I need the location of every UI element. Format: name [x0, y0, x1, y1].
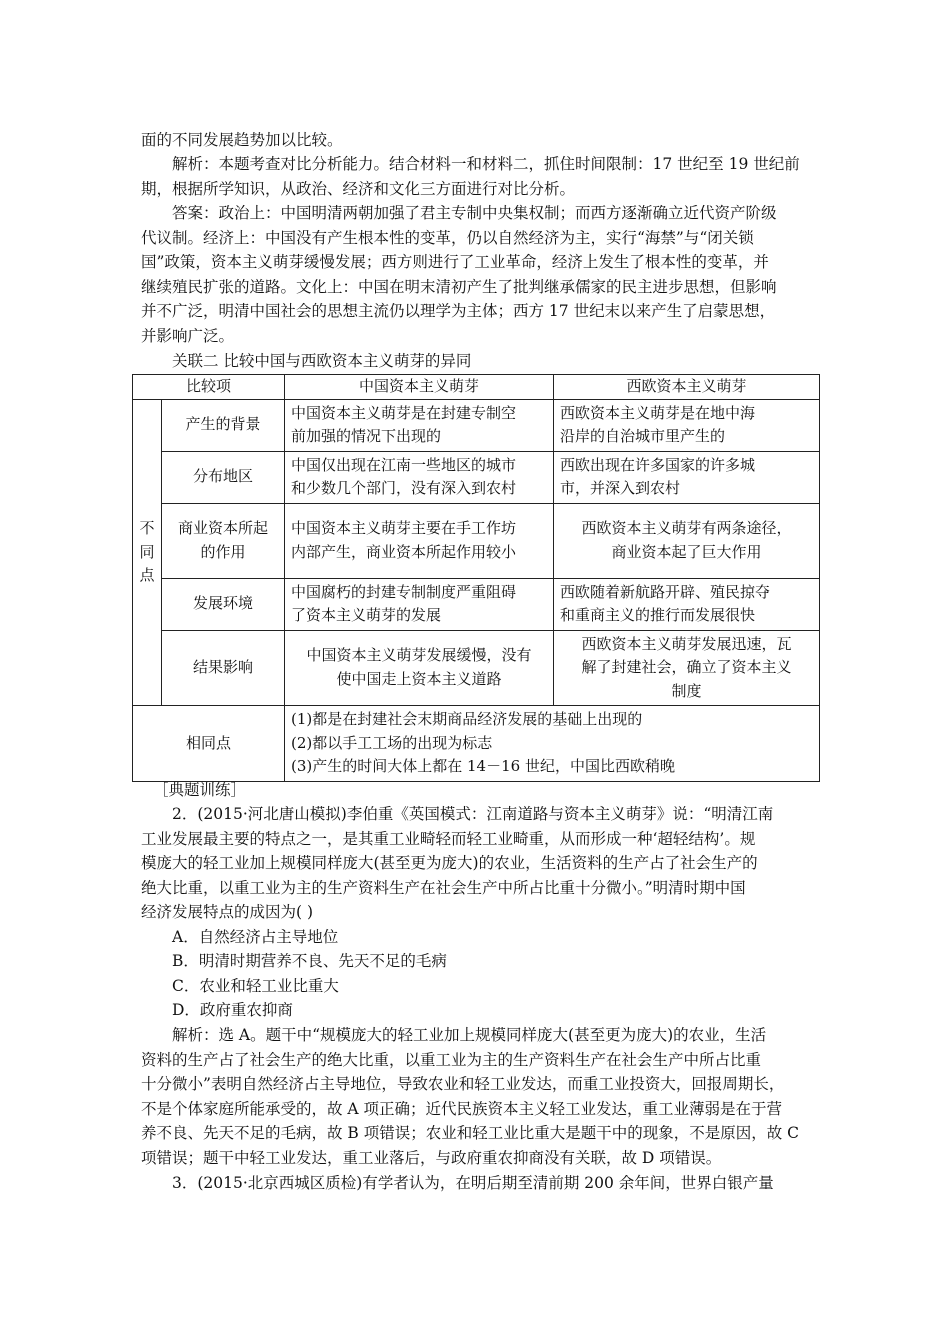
cell-line: 解了封建社会，确立了资本主义 [581, 658, 792, 676]
option-a: A．自然经济占主导地位 [172, 927, 339, 946]
cell-line: 前加强的情况下出现的 [291, 427, 442, 445]
row-item [162, 503, 285, 578]
training-heading [141, 778, 820, 803]
diff-label-char: 点 [139, 566, 155, 584]
text-line: 3．(2015·北京西城区质检)有学者认为，在明后期至清前期 200 余年间，世界白银产量 [172, 1174, 774, 1192]
row-item [162, 630, 285, 706]
cell-line: 中国资本主义萌芽发展缓慢，没有 [306, 646, 532, 665]
text-line: 十分微小”表明自然经济占主导地位，导致农业和轻工业发达，而重工业投资大，回报周期长， [141, 1075, 785, 1093]
cell-line: 了资本主义萌芽的发展 [291, 606, 442, 624]
cell-line: 中国仅出现在江南一些地区的城市 [291, 455, 517, 474]
cell-line: 商业资本起了巨大作用 [611, 542, 762, 561]
text-line: 不是个体家庭所能承受的，故 A 项正确；近代民族资本主义轻工业发达，重工业薄弱是在于营 [141, 1099, 783, 1118]
text-line: 养不良、先天不足的毛病，故 B 项错误；农业和轻工业比重大是题干中的现象，不是原因，故 C [141, 1124, 800, 1142]
cell-line: 中国资本主义萌芽是在封建专制空 [291, 403, 517, 422]
table-row [133, 578, 820, 630]
section-heading [141, 349, 820, 374]
question-3 [141, 1171, 820, 1196]
cell-line: 中国腐朽的封建专制制度严重阻碍 [291, 582, 517, 601]
section-title: 关联二 比较中国与西欧资本主义萌芽的异同 [172, 352, 472, 370]
header-item: 比较项 [133, 375, 285, 400]
cell-line: 和少数几个部门，没有深入到农村 [291, 479, 517, 497]
europe-cell [554, 399, 820, 451]
cell-line: 西欧资本主义萌芽是在地中海 [560, 403, 756, 422]
cell-line: 西欧资本主义萌芽发展迅速，瓦 [581, 634, 792, 653]
header-china: 中国资本主义萌芽 [285, 375, 554, 400]
europe-cell [554, 503, 820, 578]
cell-line: 发展环境 [192, 594, 253, 613]
table-row [133, 630, 820, 706]
cell-line: (3)产生的时间大体上都在 14－16 世纪，中国比西欧稍晚 [291, 757, 675, 775]
analysis-2 [141, 1023, 820, 1170]
text-line: 经济发展特点的成因为( ) [141, 903, 314, 921]
table-row [133, 706, 820, 782]
text-line: 2．(2015·河北唐山模拟)李伯重《英国模式：江南道路与资本主义萌芽》说：“明清江南 [172, 805, 774, 823]
table-header-row [133, 375, 820, 400]
row-item [162, 451, 285, 503]
row-item [162, 399, 285, 451]
text-line: 代议制。经济上：中国没有产生根本性的变革，仍以自然经济为主，实行“海禁”与“闭关锁 [141, 228, 754, 247]
training-title: ［典题训练］ [153, 781, 247, 799]
table-row [133, 503, 820, 578]
text-line: 资料的生产占了社会生产的绝大比重，以重工业为主的生产资料生产在社会生产中所占比重 [141, 1050, 762, 1069]
china-cell [285, 503, 554, 578]
text-line: 并不广泛，明清中国社会的思想主流仍以理学为主体；西方 17 世纪末以来产生了启蒙思想， [141, 302, 776, 320]
cell-line: 中国资本主义萌芽主要在手工作坊 [291, 519, 517, 537]
cell-line: 西欧资本主义萌芽有两条途径， [581, 519, 792, 537]
cell-line: 西欧出现在许多国家的许多城 [560, 455, 756, 474]
cell-line: (1)都是在封建社会末期商品经济发展的基础上出现的 [291, 710, 643, 728]
option-c: C．农业和轻工业比重大 [172, 976, 339, 995]
cell-line: 使中国走上资本主义道路 [336, 669, 502, 688]
cell-line: 西欧随着新航路开辟、殖民掠夺 [560, 582, 771, 601]
text-line: 面的不同发展趋势加以比较。 [141, 131, 343, 149]
cell-line: 沿岸的自治城市里产生的 [560, 427, 726, 445]
diff-label-char: 同 [139, 542, 155, 561]
table-row [133, 451, 820, 503]
cell-line: 结果影响 [192, 658, 253, 676]
china-cell [285, 578, 554, 630]
question-2 [141, 802, 820, 1023]
europe-cell [554, 451, 820, 503]
text-line: 解析：本题考查对比分析能力。结合材料一和材料二，抓住时间限制：17 世纪至 19 世纪前 [172, 155, 800, 173]
text-line: 工业发展最主要的特点之一，是其重工业畸轻而轻工业畸重，从而形成一种‘超轻结构’。规 [141, 829, 756, 848]
analysis-paragraph [141, 152, 820, 201]
text-line: 项错误；题干中轻工业发达，重工业落后，与政府重农抑商没有关联，故 D 项错误。 [141, 1148, 722, 1167]
same-label: 相同点 [133, 706, 285, 782]
cell-line: 内部产生，商业资本所起作用较小 [291, 542, 517, 561]
text-line: 解析：选 A。题干中“规模庞大的轻工业加上规模同样庞大(甚至更为庞大)的农业，生活 [172, 1026, 767, 1044]
cell-line: 市，并深入到农村 [560, 479, 681, 497]
cell-line: 和重商主义的推行而发展很快 [560, 606, 756, 624]
option-b: B．明清时期营养不良、先天不足的毛病 [172, 952, 447, 970]
text-line: 模庞大的轻工业加上规模同样庞大(甚至更为庞大)的农业，生活资料的生产占了社会生产的 [141, 854, 758, 872]
cell-line: 的作用 [200, 542, 246, 561]
cell-line: 制度 [671, 681, 702, 700]
row-item [162, 578, 285, 630]
table-row [133, 399, 820, 451]
text-line: 并影响广泛。 [141, 326, 235, 345]
text-line: 期，根据所学知识，从政治、经济和文化三方面进行对比分析。 [141, 179, 576, 198]
text-line: 继续殖民扩张的道路。文化上：中国在明末清初产生了批判继承儒家的民主进步思想，但影响 [141, 277, 777, 296]
header-europe: 西欧资本主义萌芽 [554, 375, 820, 400]
text-line: 答案：政治上：中国明清两朝加强了君主专制中央集权制；而西方逐渐确立近代资产阶级 [172, 204, 777, 222]
same-points-cell [285, 706, 820, 782]
text-line: 国”政策，资本主义萌芽缓慢发展；西方则进行了工业革命，经济上发生了根本性的变革，并 [141, 253, 769, 271]
answer-paragraph [141, 201, 820, 348]
europe-cell [554, 578, 820, 630]
option-d: D．政府重农抑商 [172, 1001, 293, 1019]
europe-cell [554, 630, 820, 706]
comparison-table [132, 374, 820, 782]
cell-line: 商业资本所起 [177, 519, 268, 537]
cell-line: (2)都以手工工场的出现为标志 [291, 733, 493, 752]
text-line: 绝大比重，以重工业为主的生产资料生产在社会生产中所占比重十分微小。”明清时期中国 [141, 878, 746, 897]
diff-label-char: 不 [139, 519, 155, 537]
intro-paragraph [141, 128, 820, 153]
china-cell [285, 630, 554, 706]
cell-line: 分布地区 [192, 467, 253, 486]
china-cell [285, 451, 554, 503]
diff-label [133, 399, 162, 706]
cell-line: 产生的背景 [185, 415, 261, 434]
china-cell [285, 399, 554, 451]
